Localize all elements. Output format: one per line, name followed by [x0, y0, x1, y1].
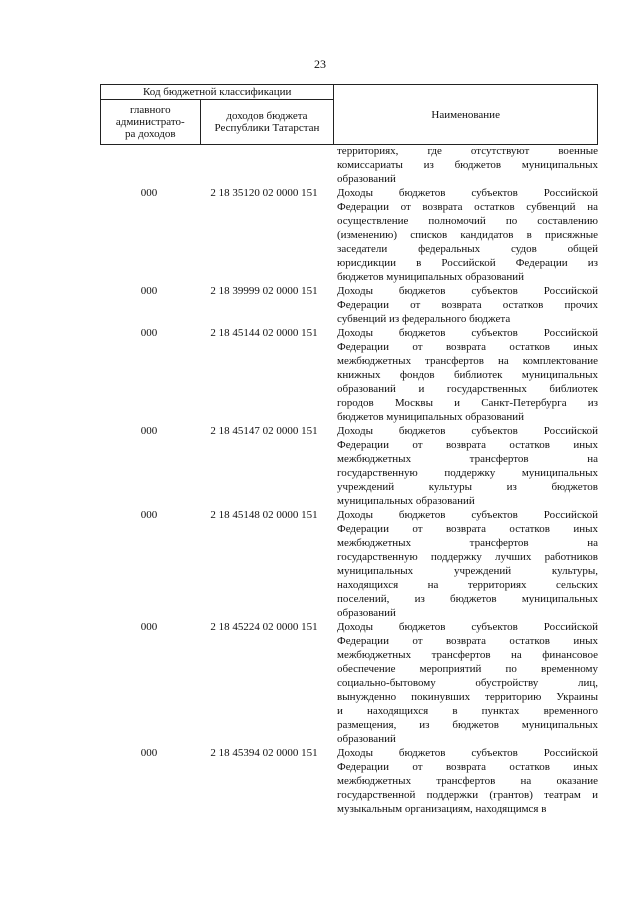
name-line: Федерации от возврата остатков иных	[337, 523, 598, 535]
name-line: осуществление полномочий по составлению	[337, 215, 598, 227]
name-line: и находящихся в пунктах временного	[337, 705, 598, 717]
name-line: Федерации от возврата остатков иных	[337, 761, 598, 773]
name-line: образований	[337, 733, 396, 745]
admin-header-line: главного	[129, 104, 171, 116]
income-header-line: доходов бюджета	[226, 110, 308, 122]
admin-code-cell: 000	[140, 187, 158, 199]
admin-code-cell: 000	[140, 285, 158, 297]
table-row	[100, 144, 598, 186]
name-line: государственную поддержку лучших работников	[337, 551, 598, 563]
name-line: бюджетов муниципальных образований	[337, 271, 525, 283]
name-line: поселений, из бюджетов муниципальных	[337, 593, 598, 605]
name-line: муниципальных учреждений культуры,	[337, 565, 598, 577]
name-line: Доходы бюджетов субъектов Российской	[337, 747, 598, 759]
name-line: Доходы бюджетов субъектов Российской	[337, 509, 598, 521]
admin-header-line: администрато-	[115, 116, 185, 128]
table-row	[100, 326, 598, 424]
name-cell	[337, 746, 598, 816]
name-line: комиссариаты из бюджетов муниципальных	[337, 159, 598, 171]
name-line: межбюджетных трансфертов на финансовое	[337, 649, 598, 661]
income-code-cell: 2 18 45394 02 0000 151	[210, 747, 318, 759]
income-column-header	[200, 100, 334, 145]
name-cell	[337, 186, 598, 284]
name-line: вынужденно покинувших территорию Украины	[337, 691, 598, 703]
name-line: образований	[337, 173, 396, 185]
name-line: (изменению) списков кандидатов в присяжные	[337, 229, 598, 241]
name-line: субвенций из федерального бюджета	[337, 313, 511, 325]
income-code-cell: 2 18 35120 02 0000 151	[210, 187, 318, 199]
admin-column-header	[101, 100, 201, 145]
name-line: межбюджетных трансфертов на комплектование	[337, 355, 598, 367]
name-line: Федерации от возврата остатков иных	[337, 635, 598, 647]
admin-code-cell: 000	[140, 621, 158, 633]
name-line: межбюджетных трансфертов на	[337, 453, 598, 465]
name-cell	[337, 508, 598, 620]
name-line: Доходы бюджетов субъектов Российской	[337, 425, 598, 437]
income-code-cell: 2 18 45144 02 0000 151	[210, 327, 318, 339]
income-code-cell: 2 18 45148 02 0000 151	[210, 509, 318, 521]
admin-code-cell: 000	[140, 509, 158, 521]
name-line: заседатели федеральных судов общей	[337, 243, 598, 255]
name-line: бюджетов муниципальных образований	[337, 411, 525, 423]
name-line: Доходы бюджетов субъектов Российской	[337, 187, 598, 199]
name-line: Федерации от возврата остатков субвенций на	[337, 201, 598, 213]
admin-code-cell: 000	[140, 747, 158, 759]
name-line: музыкальным организациям, находящимся в	[337, 803, 547, 815]
table-row	[100, 746, 598, 816]
page-number: 23	[314, 57, 326, 71]
table-row	[100, 284, 598, 326]
table-row	[100, 620, 598, 746]
name-line: территориях, где отсутствуют военные	[337, 145, 598, 157]
name-line: юрисдикции в Российской Федерации из	[337, 257, 598, 269]
admin-header-line: ра доходов	[125, 128, 176, 140]
name-line: Федерации от возврата остатков прочих	[337, 299, 598, 311]
name-line: книжных фондов библиотек муниципальных	[337, 369, 598, 381]
name-cell	[337, 284, 598, 326]
name-line: муниципальных образований	[337, 495, 475, 507]
income-code-cell: 2 18 39999 02 0000 151	[210, 285, 318, 297]
name-cell	[337, 620, 598, 746]
name-line: межбюджетных трансфертов на оказание	[337, 775, 598, 787]
name-cell	[337, 144, 598, 186]
name-line: Доходы бюджетов субъектов Российской	[337, 621, 598, 633]
name-line: городов Москвы и Санкт-Петербурга из	[337, 397, 598, 409]
name-line: государственную поддержку муниципальных	[337, 467, 598, 479]
name-line: учреждений культуры из бюджетов	[337, 481, 598, 493]
code-title: Код бюджетной классификации	[101, 85, 334, 100]
admin-code-cell: 000	[140, 327, 158, 339]
name-line: Доходы бюджетов субъектов Российской	[337, 327, 598, 339]
table-row	[100, 508, 598, 620]
header-table	[100, 84, 598, 145]
name-cell	[337, 424, 598, 508]
name-column-header: Наименование	[334, 85, 598, 145]
income-header-line: Республики Татарстан	[214, 122, 320, 134]
table-body	[100, 144, 598, 816]
name-line: размещения, из бюджетов муниципальных	[337, 719, 598, 731]
name-line: Федерации от возврата остатков иных	[337, 341, 598, 353]
name-line: образований и государственных библиотек	[337, 383, 598, 395]
name-line: находящихся на территориях сельских	[337, 579, 598, 591]
name-line: Доходы бюджетов субъектов Российской	[337, 285, 598, 297]
table-row	[100, 186, 598, 284]
name-line: государственной поддержки (грантов) театрам и	[337, 789, 598, 801]
name-line: социально-бытовому обустройству лиц,	[337, 677, 598, 689]
admin-code-cell: 000	[140, 425, 158, 437]
name-line: Федерации от возврата остатков иных	[337, 439, 598, 451]
table-row	[100, 424, 598, 508]
name-cell	[337, 326, 598, 424]
income-code-cell: 2 18 45224 02 0000 151	[210, 621, 318, 633]
name-line: межбюджетных трансфертов на	[337, 537, 598, 549]
name-line: образований	[337, 607, 396, 619]
income-code-cell: 2 18 45147 02 0000 151	[210, 425, 318, 437]
name-line: обеспечение мероприятий по временному	[337, 663, 598, 675]
